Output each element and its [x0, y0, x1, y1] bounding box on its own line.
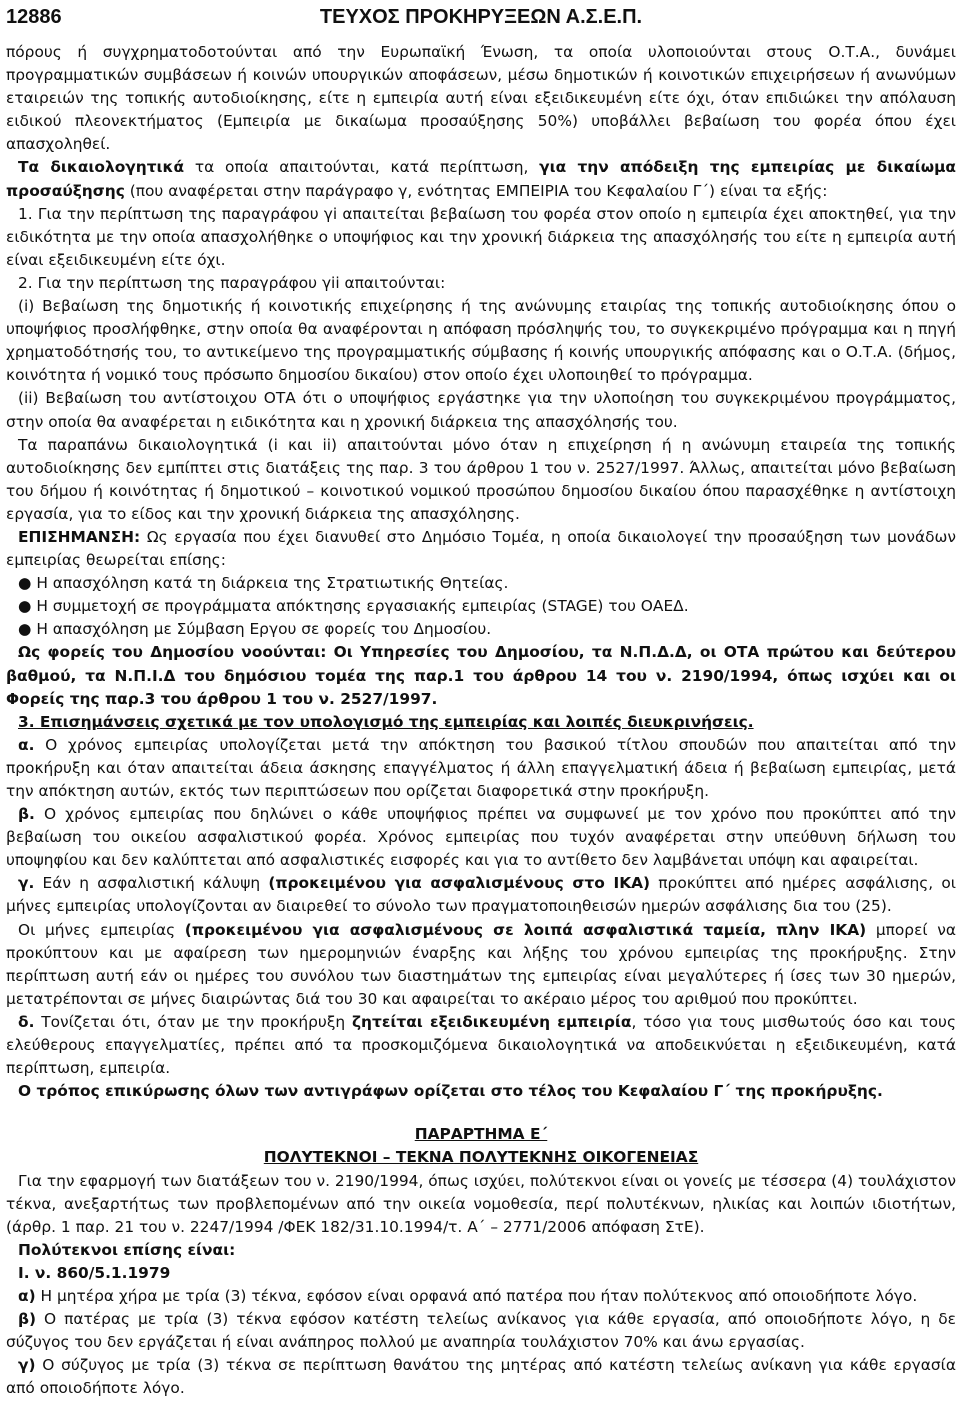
text-run: τα οποία απαιτούνται, κατά περίπτωση,: [184, 158, 540, 177]
paragraph-also-large-families: Πολύτεκνοι επίσης είναι:: [18, 1240, 236, 1259]
bold-term: ζητείται εξειδικευμένη εμπειρία: [351, 1012, 632, 1031]
item-marker: δ.: [18, 1012, 35, 1031]
section-heading-3: 3. Επισημάνσεις σχετικά με τον υπολογισμό της εμπειρίας και λοιπές διευκρινήσεις.: [18, 712, 754, 731]
item-marker: β): [18, 1310, 37, 1329]
text-run: Ως εργασία που έχει διανυθεί στο Δημόσιο Τομέα, η οποία δικαιολογεί την προσαύξηση των μονάδων εμπειρίας θεωρείται επίσης:: [6, 527, 956, 570]
bold-term: Τα δικαιολογητικά: [18, 158, 185, 177]
paragraph-case-2-i: (i) Βεβαίωση της δημοτικής ή κοινοτικής επιχείρησης ή της ανώνυμης εταιρίας της τοπικής αυτοδιοίκησης όπου ο υποψήφιος προσλήφθηκε, στην οποία θα αναφέρονται η απόφαση πρόσληψής του, το συγκεκριμένο πρόγραμμα και η πηγή χρηματοδότησής του, το αντικείμενο της προγραμματικής σύμβασης ή κοινής υπουργικής απόφασης και ο Ο.Τ.Α. (δήμος, κοινότητα ή νομικό τους πρόσωπο δημοσίου δικαίου) στον οποίο έχει υλοποιηθεί το πρόγραμμα.: [6, 297, 956, 385]
paragraph-case-2: 2. Για την περίπτωση της παραγράφου γii απαιτούνται:: [18, 273, 446, 292]
paragraph-supporting-documents: [6, 156, 956, 202]
notice-label: ΕΠΙΣΗΜΑΝΣΗ:: [18, 527, 141, 546]
paragraph-beta: [6, 803, 956, 872]
paragraph-case-1: 1. Για την περίπτωση της παραγράφου γi απαιτείται βεβαίωση του φορέα στον οποίο η εμπειρία έχει αποκτηθεί, για την ειδικότητα με την οποία απασχολήθηκε ο υποψήφιος και την χρονική διάρκεια της απασχόλησής του είτε η εμπειρία αυτή είναι εξειδικευμένη είτε όχι.: [6, 204, 956, 269]
issue-title: ΤΕΥΧΟΣ ΠΡΟΚΗΡΥΞΕΩΝ Α.Σ.Ε.Π.: [319, 6, 643, 28]
page-header: [6, 6, 956, 32]
text-run: Ο σύζυγος με τρία (3) τέκνα σε περίπτωση θανάτου της μητέρας από κατέστη τελείως ανίκανη για κάθε εργασία από οποιοδήποτε λόγο.: [6, 1356, 956, 1398]
paragraph-item-b: [6, 1308, 956, 1354]
bold-term: (προκειμένου για ασφαλισμένους σε λοιπά ασφαλιστικά ταμεία, πλην ΙΚΑ): [184, 920, 867, 939]
paragraph-item-a: [6, 1285, 956, 1308]
item-marker: α.: [18, 735, 35, 754]
bold-term: για την απόδειξη της εμπειρίας με δικαίωμα προσαύξησης: [6, 158, 956, 200]
text-run: μπορεί να προκύπτουν και με αφαίρεση των ημερομηνιών έναρξης και λήξης του χρόνου εμπειρίας της προκήρυξης. Στην περίπτωση αυτή εάν οι ημέρες του συνόλου των διαστημάτων της εμπειρίας είναι μεγαλύτερες ή ίσες των 30 ημερών, μετατρέπονται σε μήνες διαιρώντας διά του 30 και αφαιρείται το ακέραιο μέρος του αριθμού που προκύπτει.: [6, 920, 956, 1008]
annex-title: ΠΑΡΑΡΤΗΜΑ Ε΄: [414, 1125, 548, 1144]
bullet-item: ● Η απασχόληση με Σύμβαση Εργου σε φορείς του Δημοσίου.: [18, 620, 492, 639]
text-run: Εάν η ασφαλιστική κάλυψη: [34, 874, 269, 893]
item-marker: γ): [18, 1356, 36, 1375]
page-number: 12886: [6, 6, 62, 28]
text-run: (που αναφέρεται στην παράγραφο γ, ενότητας ΕΜΠΕΙΡΙΑ του Κεφαλαίου Γ΄) είναι τα εξής:: [124, 181, 828, 200]
text-run: Οι μήνες εμπειρίας: [18, 920, 185, 939]
bullet-item: ● Η απασχόληση κατά τη διάρκεια της Στρατιωτικής Θητείας.: [18, 574, 509, 593]
document-body: [6, 41, 956, 1400]
paragraph-alpha: [6, 734, 956, 803]
bullet-item: ● Η συμμετοχή σε προγράμματα απόκτησης εργασιακής εμπειρίας (STAGE) του ΟΑΕΔ.: [18, 597, 689, 616]
text-run: Τονίζεται ότι, όταν με την προκήρυξη: [34, 1012, 352, 1031]
item-marker: α): [18, 1286, 36, 1305]
text-run: Ο χρόνος εμπειρίας που δηλώνει ο κάθε υποψήφιος πρέπει να συμφωνεί με τον χρόνο που προκύπτει από την βεβαίωση του οικείου ασφαλιστικού φορέα. Χρόνος εμπειρίας που τυχόν αναφέρεται στην υπεύθυνη δήλωση του υποψηφίου και δεν καλύπτεται από ασφαλιστικές εισφορές και για το αντίθετο δεν λαμβάνεται υπόψη και αφαιρείται.: [6, 805, 956, 870]
paragraph-delta: [6, 1011, 956, 1080]
paragraph-large-families: Για την εφαρμογή των διατάξεων του ν. 2190/1994, όπως ισχύει, πολύτεκνοι είναι οι γονείς με τέσσερα (4) τουλάχιστον τέκνα, ανεξαρτήτως των προβλεπομένων από την οικεία νομοθεσία, περί πολυτέκνων, ηλικίας και λοιπών ιδιοτήτων, (άρθρ. 1 παρ. 21 του ν. 2247/1994 /ΦΕΚ 182/31.10.1994/τ. Α΄ – 2771/2006 απόφαση ΣτΕ).: [6, 1171, 956, 1236]
paragraph-item-c: [6, 1354, 956, 1400]
paragraph-gamma: [6, 872, 956, 918]
paragraph-supporting-docs-note: Τα παραπάνω δικαιολογητικά (i και ii) απαιτούνται μόνο όταν η επιχείρηση ή η ανώνυμη εταιρεία της τοπικής αυτοδιοίκησης δεν εμπίπτει στις διατάξεις της παρ. 3 του άρθρου 1 του ν. 2527/1997. Άλλως, απαιτείται μόνο βεβαίωση του δήμου ή κοινότητας ή δημοτικού – κοινοτικού νομικού προσώπου δημοσίου δικαίου όπου παρασχέθηκε η αντίστοιχη εργασία, για το είδος και την χρονική διάρκεια της απασχόλησης.: [6, 435, 956, 523]
text-run: Η μητέρα χήρα με τρία (3) τέκνα, εφόσον είναι ορφανά από πατέρα που ήταν πολύτεκνος από οποιοδήποτε λόγο.: [35, 1286, 918, 1305]
annex-subtitle: ΠΟΛΥΤΕΚΝΟΙ – ΤΕΚΝΑ ΠΟΛΥΤΕΚΝΗΣ ΟΙΚΟΓΕΝΕΙΑΣ: [263, 1148, 699, 1167]
paragraph-continuation: πόρους ή συγχρηματοδοτούνται από την Ευρωπαϊκή Ένωση, τα οποία υλοποιούνται στους Ο.Τ.Α., δυνάμει προγραμματικών συμβάσεων ή κοινών υπουργικών αποφάσεων, μέσω δημοτικών ή κοινοτικών επιχειρήσεων ή ανωνύμων εταιρειών της τοπικής αυτοδιοίκησης, είτε η εμπειρία αυτή είναι εξειδικευμένη είτε όχι, όταν επιδιώκει την απόλαυση ειδικού πλεονεκτήματος (Εμπειρία με δικαίωμα προσαύξησης 50%) υποβάλλει βεβαίωση του φορέα όπου έχει απασχοληθεί.: [6, 43, 956, 154]
paragraph-notice: [6, 526, 956, 572]
item-marker: γ.: [18, 874, 35, 893]
paragraph-public-bodies: Ως φορείς του Δημοσίου νοούνται: Οι Υπηρεσίες του Δημοσίου, τα Ν.Π.Δ.Δ, οι ΟΤΑ πρώτου και δεύτερου βαθμού, τα Ν.Π.Ι.Δ του δημόσιου τομέα της παρ.1 του άρθρου 14 του ν. 2190/1994, όπως ισχύει και οι Φορείς της παρ.3 του άρθρου 1 του ν. 2527/1997.: [6, 643, 956, 708]
text-run: , τόσο για τους μισθωτούς όσο και τους ελεύθερους επαγγελματίες, πρέπει από τα προσκομιζόμενα δικαιολογητικά να αποδεικνύεται η εξειδικευμένη, κατά περίπτωση, εμπειρία.: [6, 1012, 957, 1078]
paragraph-case-2-ii: (ii) Βεβαίωση του αντίστοιχου ΟΤΑ ότι ο υποψήφιος εργάστηκε για την υλοποίηση του συγκεκριμένου προγράμματος, στην οποία θα αναφέρεται η ειδικότητα και η χρονική διάρκεια της απασχόλησής του.: [6, 389, 956, 431]
text-run: Ο χρόνος εμπειρίας υπολογίζεται μετά την απόκτηση του βασικού τίτλου σπουδών που απαιτείται από την προκήρυξη και όταν απαιτείται άδεια άσκησης επαγγέλματος ή άλλη επαγγελματική άδεια ή βεβαίωση εμπειρίας, μετά την απόκτηση αυτών, εκτός των περιπτώσεων που ορίζεται διαφορετικά στην προκήρυξη.: [6, 735, 956, 800]
law-reference: Ι. ν. 860/5.1.1979: [18, 1263, 171, 1282]
text-run: προκύπτει από ημέρες ασφάλισης, οι μήνες εμπειρίας υπολογίζονται αν διαιρεθεί το σύνολο των πραγματοποιηθεισών ημερών ασφάλισης δια του (25).: [6, 874, 957, 916]
text-run: Ο πατέρας με τρία (3) τέκνα εφόσον κατέστη τελείως ανίκανος για κάθε εργασία, από οποιοδήποτε λόγο, η δε σύζυγος του δεν εργάζεται ή είναι ανάπηρος πολλού με αναπηρία τουλάχιστον 70% και άνω εργασίας.: [6, 1310, 956, 1352]
paragraph-certification: Ο τρόπος επικύρωσης όλων των αντιγράφων ορίζεται στο τέλος του Κεφαλαίου Γ΄ της προκήρυξης.: [18, 1082, 883, 1101]
bold-term: (προκειμένου για ασφαλισμένους στο ΙΚΑ): [268, 874, 651, 893]
paragraph-months: [6, 919, 956, 1011]
item-marker: β.: [18, 805, 35, 824]
